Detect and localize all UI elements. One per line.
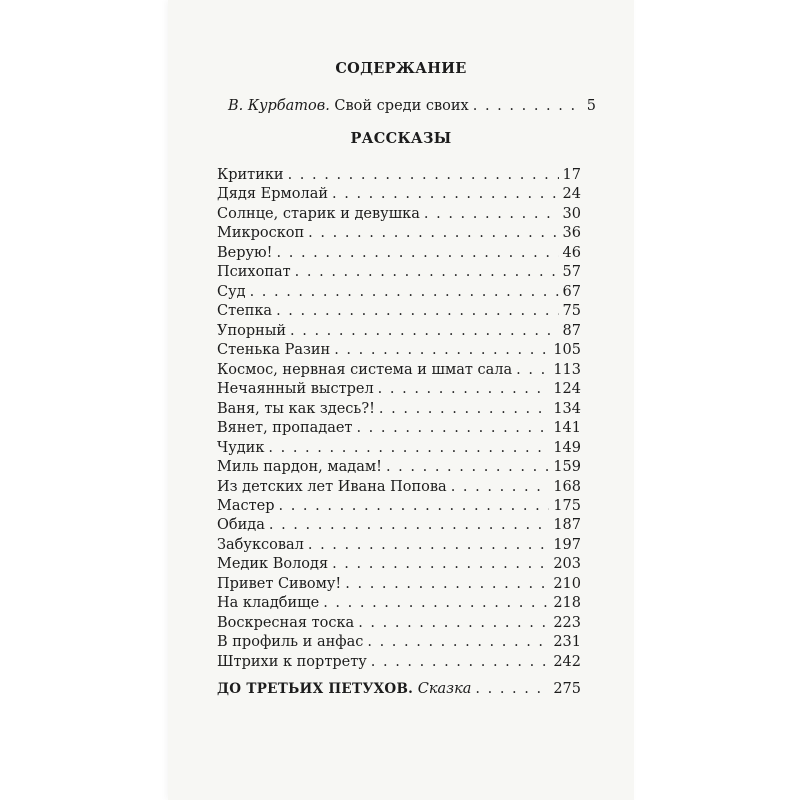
- toc-entry: [217, 380, 581, 398]
- toc-page-number: 187: [553, 517, 581, 534]
- toc-page-number: 231: [553, 634, 581, 651]
- dot-leader: [451, 478, 550, 496]
- toc-page-number: 218: [553, 595, 581, 612]
- toc-entry-title: Миль пардон, мадам!: [217, 459, 382, 476]
- stories-heading: РАССКАЗЫ: [350, 130, 452, 147]
- toc-entry-title: Нечаянный выстрел: [217, 381, 374, 398]
- toc-entry-title: Степка: [217, 303, 273, 320]
- dot-leader: [269, 516, 549, 534]
- toc-entry-title: Суд: [217, 283, 246, 300]
- dot-leader: [379, 400, 549, 418]
- toc-entry-title: Мастер: [217, 497, 275, 514]
- toc-entry-title: Чудик: [217, 439, 265, 456]
- dot-leader: [332, 185, 559, 203]
- toc-entry: [217, 166, 581, 184]
- dot-leader: [308, 224, 558, 242]
- toc-page-number: 242: [553, 653, 581, 670]
- toc-entry-title: Психопат: [217, 264, 291, 281]
- toc-entry: [217, 439, 581, 457]
- dot-leader: [323, 594, 549, 612]
- toc-entry: [217, 497, 581, 515]
- toc-page-number: 149: [553, 439, 581, 456]
- toc-entry-title: Привет Сивому!: [217, 575, 342, 592]
- toc-entry: [217, 244, 581, 262]
- intro-title: Свой среди своих: [334, 98, 469, 114]
- dot-leader: [358, 614, 549, 632]
- dot-leader: [295, 263, 559, 281]
- dot-leader: [276, 302, 558, 320]
- final-title: ДО ТРЕТЬИХ ПЕТУХОВ.: [217, 681, 414, 697]
- dot-leader: [290, 322, 559, 340]
- toc-entry-title: На кладбище: [217, 595, 320, 612]
- dot-leader: [268, 439, 549, 457]
- dot-leader: [475, 680, 549, 698]
- toc-entry: [217, 361, 581, 379]
- dot-leader: [356, 419, 549, 437]
- toc-entry-title: Микроскоп: [217, 225, 305, 242]
- toc-page-number: 203: [553, 556, 581, 573]
- toc-entry: [217, 283, 581, 301]
- toc-entry: [217, 653, 581, 671]
- toc-page-number: 223: [553, 614, 581, 631]
- dot-leader: [334, 341, 549, 359]
- toc-entry-intro: [228, 97, 596, 115]
- final-genre: Сказка: [417, 681, 472, 697]
- dot-leader: [277, 244, 559, 262]
- toc-page-number: 105: [553, 342, 581, 359]
- toc-entry: [217, 400, 581, 418]
- dot-leader: [516, 361, 549, 379]
- toc-entry-title: Ваня, ты как здесь?!: [217, 400, 375, 417]
- toc-entry: [217, 185, 581, 203]
- toc-page-number: 17: [562, 167, 581, 183]
- toc-entry-title: Верую!: [217, 244, 273, 261]
- toc-page-number: 57: [562, 264, 581, 281]
- toc-page-number: 141: [553, 420, 581, 437]
- toc-entry: [217, 419, 581, 437]
- dot-leader: [473, 97, 583, 115]
- toc-entry-title: Забуксовал: [217, 536, 304, 553]
- toc-entry: [217, 516, 581, 534]
- dot-leader: [250, 283, 559, 301]
- toc-page-number: 210: [553, 575, 581, 592]
- contents-heading: СОДЕРЖАНИЕ: [335, 60, 467, 77]
- toc-page-number: 159: [553, 459, 581, 476]
- dot-leader: [371, 653, 550, 671]
- toc-entry: [217, 341, 581, 359]
- toc-entry: [217, 555, 581, 573]
- toc-entry-title: Вянет, пропадает: [217, 420, 353, 437]
- toc-entry-title: Медик Володя: [217, 556, 329, 573]
- toc-entry-title: Критики: [217, 167, 284, 183]
- toc-page-number: 24: [562, 186, 581, 203]
- toc-page-number: 75: [562, 303, 581, 320]
- toc-page-number: 124: [553, 381, 581, 398]
- stories-list: [217, 166, 581, 672]
- toc-entry: [217, 302, 581, 320]
- dot-leader: [308, 536, 549, 554]
- dot-leader: [424, 205, 559, 223]
- toc-entry: [217, 478, 581, 496]
- toc-page-number: 46: [562, 244, 581, 261]
- toc-page-number: 275: [553, 681, 581, 697]
- dot-leader: [279, 497, 550, 515]
- toc-entry-title: В профиль и анфас: [217, 634, 364, 651]
- dot-leader: [367, 633, 549, 651]
- toc-entry: [217, 536, 581, 554]
- toc-page-number: 197: [553, 536, 581, 553]
- toc-entry: [217, 224, 581, 242]
- toc-entry-title: Из детских лет Ивана Попова: [217, 478, 447, 495]
- toc-entry-title: Воскресная тоска: [217, 614, 355, 631]
- toc-entry-title: Дядя Ермолай: [217, 186, 329, 203]
- toc-page-number: 113: [553, 361, 581, 378]
- dot-leader: [332, 555, 549, 573]
- dot-leader: [288, 166, 559, 184]
- toc-page-number: 168: [553, 478, 581, 495]
- dot-leader: [378, 380, 550, 398]
- toc-entry-final: [217, 680, 581, 698]
- toc-entry: [217, 575, 581, 593]
- toc-page-number: 67: [562, 283, 581, 300]
- toc-entry: [217, 458, 581, 476]
- toc-entry: [217, 594, 581, 612]
- toc-page-number: 5: [586, 98, 596, 114]
- toc-entry-title: Космос, нервная система и шмат сала: [217, 361, 513, 378]
- toc-entry-title: Стенька Разин: [217, 342, 331, 359]
- toc-entry: [217, 263, 581, 281]
- toc-entry: [217, 205, 581, 223]
- toc-entry: [217, 322, 581, 340]
- toc-entry-title: Обида: [217, 517, 265, 534]
- toc-entry-title: Солнце, старик и девушка: [217, 205, 420, 222]
- toc-page-number: 134: [553, 400, 581, 417]
- toc-page-number: 36: [562, 225, 581, 242]
- toc-page-number: 30: [562, 205, 581, 222]
- toc-page-number: 175: [553, 497, 581, 514]
- intro-author: В. Курбатов.: [228, 98, 330, 114]
- dot-leader: [386, 458, 549, 476]
- toc-entry: [217, 614, 581, 632]
- toc-entry-title: Штрихи к портрету: [217, 653, 367, 670]
- toc-entry-title: Упорный: [217, 322, 287, 339]
- toc-entry-title: [217, 680, 471, 698]
- toc-entry-title: [228, 97, 469, 115]
- book-page: [168, 0, 634, 800]
- toc-entry: [217, 633, 581, 651]
- dot-leader: [345, 575, 549, 593]
- toc-page-number: 87: [562, 322, 581, 339]
